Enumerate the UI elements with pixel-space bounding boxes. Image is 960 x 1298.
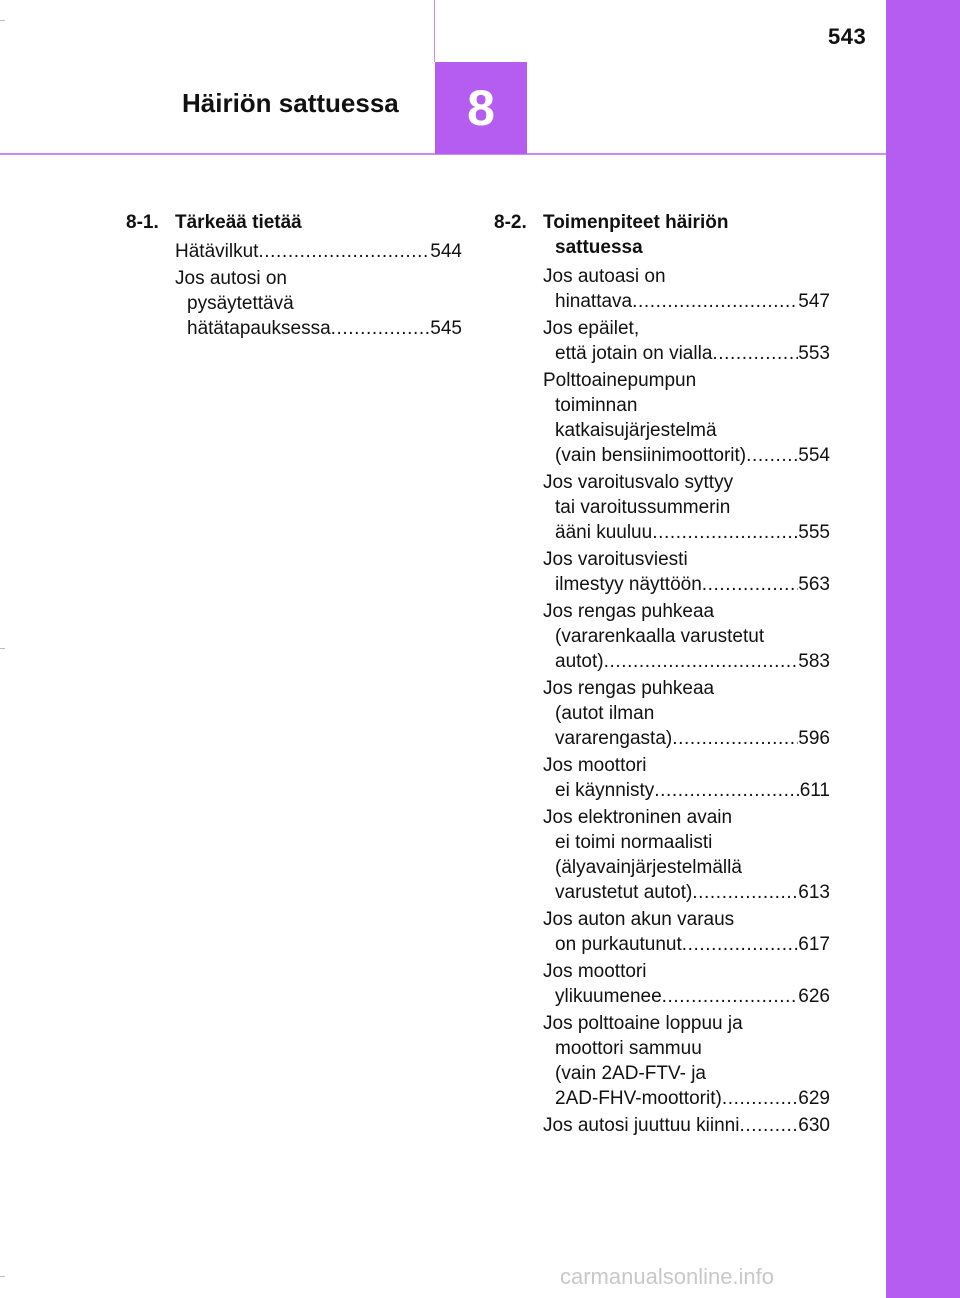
toc-entry-line: Jos epäilet, bbox=[543, 318, 640, 339]
toc-entry-line: 2AD-FHV-moottorit) bbox=[555, 1088, 722, 1109]
toc-page-number: 555 bbox=[798, 522, 830, 543]
toc-entry[interactable] bbox=[494, 470, 830, 545]
toc-entry-line: autot) bbox=[555, 651, 604, 672]
toc-entry[interactable] bbox=[494, 599, 830, 674]
chapter-number: 8 bbox=[467, 80, 495, 136]
toc-entry-line: ei käynnisty bbox=[555, 780, 655, 801]
toc-entry[interactable] bbox=[494, 959, 830, 1009]
section-title bbox=[543, 210, 830, 260]
section-title bbox=[175, 210, 462, 235]
toc-entry-leader-row bbox=[543, 778, 830, 803]
toc-page-number: 544 bbox=[430, 241, 462, 262]
toc-entry-line: Hätävilkut bbox=[175, 241, 259, 262]
toc-entry-line: ääni kuuluu bbox=[555, 522, 653, 543]
toc-page-number: 563 bbox=[798, 574, 830, 595]
dot-leader bbox=[682, 932, 799, 957]
toc-entry-line: Polttoainepumpun bbox=[543, 370, 697, 391]
toc-entry-leader-row bbox=[543, 984, 830, 1009]
toc-page-number: 617 bbox=[798, 934, 830, 955]
toc-entry-line: Jos auton akun varaus bbox=[543, 909, 735, 930]
header-vertical-divider bbox=[434, 0, 435, 62]
section-title-line: sattuessa bbox=[555, 237, 643, 258]
toc-page-number: 553 bbox=[798, 343, 830, 364]
toc-entry-line: Jos polttoaine loppuu ja bbox=[543, 1013, 743, 1034]
toc-entry-leader-row bbox=[543, 1113, 830, 1138]
chapter-title: Häiriön sattuessa bbox=[182, 88, 399, 118]
dot-leader bbox=[654, 778, 799, 803]
toc-entry-line: ei toimi normaalisti bbox=[555, 832, 713, 853]
chapter-side-tab bbox=[886, 0, 960, 1298]
toc-entry[interactable] bbox=[494, 1113, 830, 1138]
toc-page-number: 554 bbox=[798, 445, 830, 466]
crop-mark bbox=[0, 648, 5, 649]
section-number: 8-2. bbox=[494, 212, 527, 233]
toc-entry-line: katkaisujärjestelmä bbox=[555, 420, 717, 441]
toc-entry-line: Jos autosi juuttuu kiinni bbox=[543, 1115, 740, 1136]
toc-entry-line: tai varoitussummerin bbox=[555, 497, 731, 518]
toc-entry-line: Jos autoasi on bbox=[543, 266, 666, 287]
toc-entry-leader-row bbox=[543, 443, 830, 468]
toc-entry-leader-row bbox=[175, 316, 462, 341]
section-heading bbox=[494, 210, 830, 260]
toc-entry-line: ilmestyy näyttöön bbox=[555, 574, 702, 595]
dot-leader bbox=[652, 520, 798, 545]
toc-column-right bbox=[494, 210, 830, 1140]
dot-leader bbox=[702, 572, 799, 597]
section-title-line: Toimenpiteet häiriön bbox=[543, 212, 729, 233]
section-title-line: Tärkeää tietää bbox=[175, 212, 302, 233]
toc-entry-line: Jos autosi on bbox=[175, 268, 287, 289]
crop-mark bbox=[0, 20, 5, 21]
toc-entry-leader-row bbox=[543, 649, 830, 674]
toc-entry-line: on purkautunut bbox=[555, 934, 682, 955]
toc-entry-leader-row bbox=[543, 726, 830, 751]
dot-leader bbox=[722, 1086, 798, 1111]
toc-entry[interactable] bbox=[126, 239, 462, 264]
toc-entry-leader-row bbox=[543, 341, 830, 366]
dot-leader bbox=[746, 443, 798, 468]
toc-page-number: 630 bbox=[798, 1115, 830, 1136]
toc-column-left bbox=[126, 210, 462, 343]
toc-page-number: 583 bbox=[798, 651, 830, 672]
crop-mark bbox=[0, 1276, 5, 1277]
toc-entry[interactable] bbox=[494, 368, 830, 468]
dot-leader bbox=[662, 984, 799, 1009]
dot-leader bbox=[692, 880, 798, 905]
toc-entry-line: (vain 2AD-FTV- ja bbox=[555, 1063, 706, 1084]
toc-entry-line: varustetut autot) bbox=[555, 882, 693, 903]
dot-leader bbox=[739, 1113, 798, 1138]
toc-entry-leader-row bbox=[175, 239, 462, 264]
toc-entry-line: Jos varoitusviesti bbox=[543, 549, 688, 570]
toc-entry-line: Jos rengas puhkeaa bbox=[543, 601, 715, 622]
toc-entry-line: (vain bensiinimoottorit) bbox=[555, 445, 747, 466]
dot-leader bbox=[632, 289, 798, 314]
toc-entry[interactable] bbox=[494, 753, 830, 803]
toc-page-number: 629 bbox=[798, 1088, 830, 1109]
toc-entry-line: hätätapauksessa bbox=[187, 318, 331, 339]
dot-leader bbox=[331, 316, 431, 341]
toc-entry-line: Jos moottori bbox=[543, 961, 647, 982]
toc-entry[interactable] bbox=[494, 1011, 830, 1111]
toc-page-number: 611 bbox=[799, 780, 830, 801]
chapter-number-box bbox=[435, 62, 527, 154]
toc-entry-line: (vararenkaalla varustetut bbox=[555, 626, 765, 647]
toc-entry-leader-row bbox=[543, 520, 830, 545]
toc-entry[interactable] bbox=[494, 805, 830, 905]
toc-entry-line: pysäytettävä bbox=[187, 293, 294, 314]
toc-entry[interactable] bbox=[126, 266, 462, 341]
toc-entry-line: Jos moottori bbox=[543, 755, 647, 776]
toc-entry-line: (autot ilman bbox=[555, 703, 655, 724]
toc-entry-line: moottori sammuu bbox=[555, 1038, 702, 1059]
section-heading bbox=[126, 210, 462, 235]
toc-entry[interactable] bbox=[494, 316, 830, 366]
toc-page-number: 545 bbox=[430, 318, 462, 339]
toc-entry-line: toiminnan bbox=[555, 395, 638, 416]
toc-entry-leader-row bbox=[543, 572, 830, 597]
toc-entry[interactable] bbox=[494, 547, 830, 597]
section-number: 8-1. bbox=[126, 212, 159, 233]
dot-leader bbox=[258, 239, 430, 264]
page-number: 543 bbox=[828, 24, 867, 49]
toc-entry-leader-row bbox=[543, 1086, 830, 1111]
watermark: carmanualsonline.info bbox=[560, 1264, 775, 1289]
toc-entry[interactable] bbox=[494, 264, 830, 314]
toc-entry-line: Jos rengas puhkeaa bbox=[543, 678, 715, 699]
toc-entry-line: vararengasta) bbox=[555, 728, 673, 749]
toc-entry[interactable] bbox=[494, 676, 830, 751]
toc-page-number: 596 bbox=[798, 728, 830, 749]
toc-entry-line: että jotain on vialla bbox=[555, 343, 713, 364]
toc-page-number: 613 bbox=[798, 882, 830, 903]
toc-entry-leader-row bbox=[543, 880, 830, 905]
toc-page-number: 626 bbox=[798, 986, 830, 1007]
toc-entry-line: hinattava bbox=[555, 291, 633, 312]
toc-entry-line: (älyavainjärjestelmällä bbox=[555, 857, 742, 878]
toc-entry[interactable] bbox=[494, 907, 830, 957]
toc-entry-leader-row bbox=[543, 289, 830, 314]
dot-leader bbox=[712, 341, 798, 366]
dot-leader bbox=[672, 726, 798, 751]
toc-entry-line: Jos varoitusvalo syttyy bbox=[543, 472, 734, 493]
toc-entry-leader-row bbox=[543, 932, 830, 957]
toc-entry-line: ylikuumenee bbox=[555, 986, 662, 1007]
toc-page-number: 547 bbox=[798, 291, 830, 312]
dot-leader bbox=[604, 649, 799, 674]
toc-entry-line: Jos elektroninen avain bbox=[543, 807, 733, 828]
